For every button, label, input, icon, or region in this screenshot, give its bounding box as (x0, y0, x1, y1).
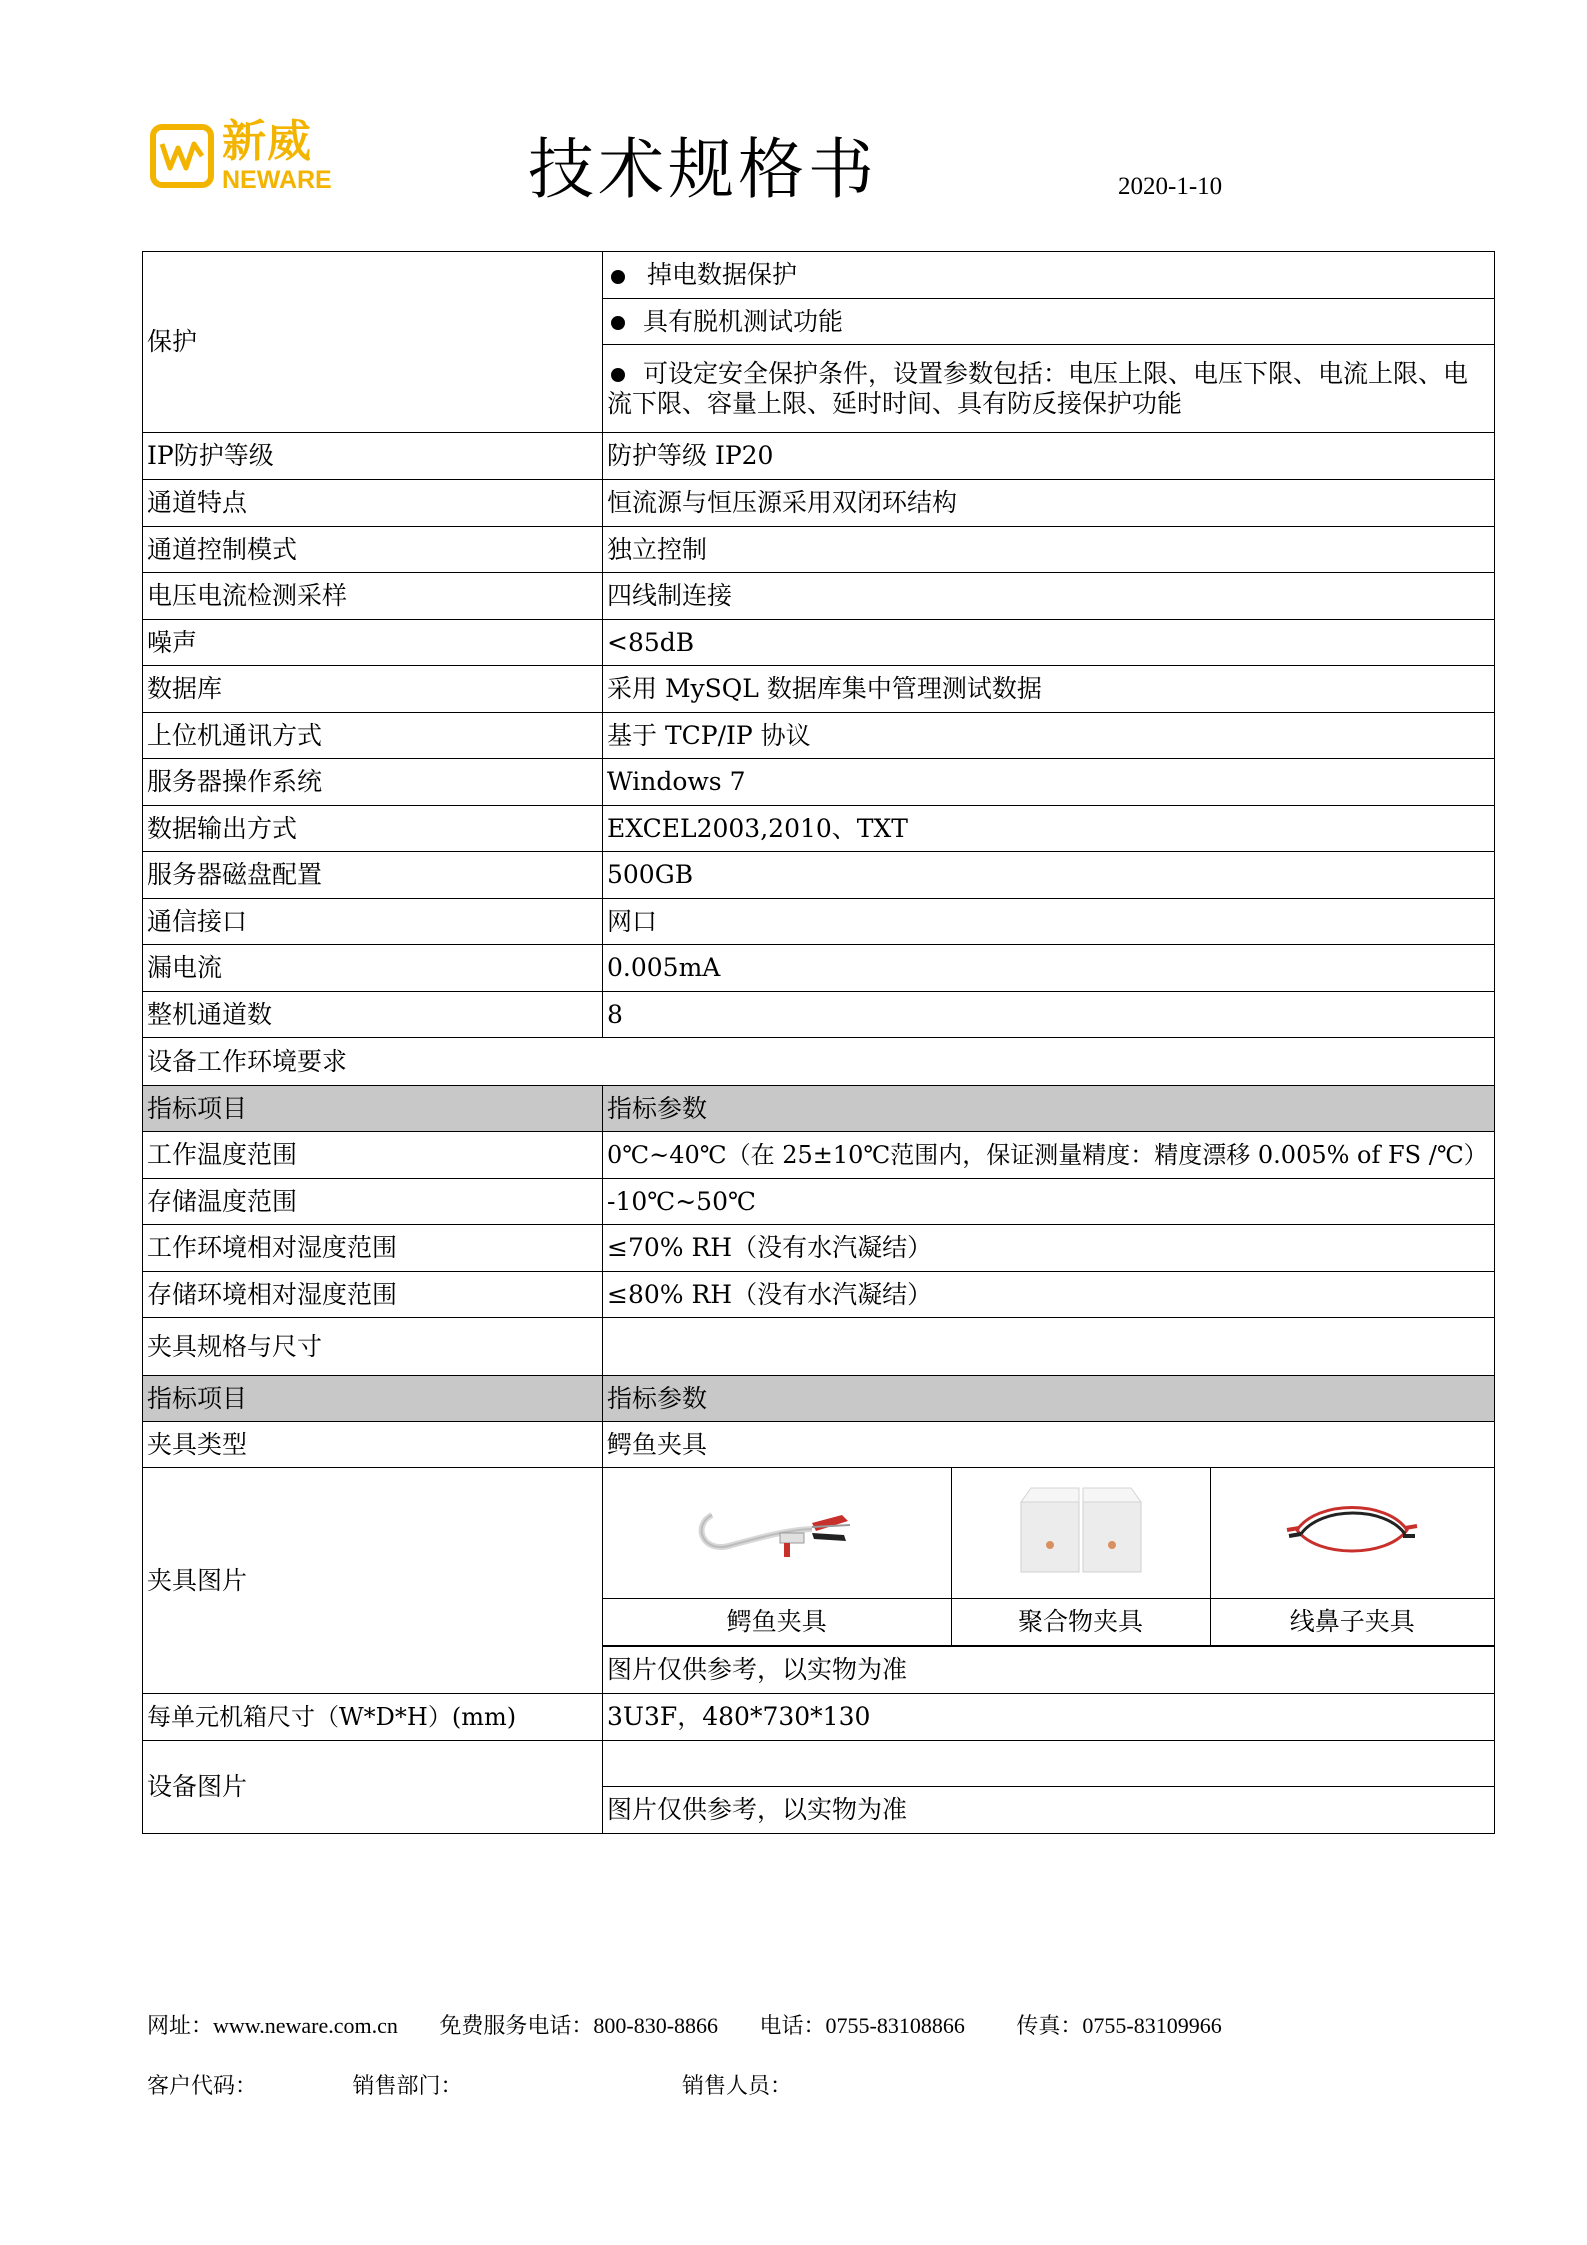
row-label: 漏电流 (143, 945, 603, 992)
env-value: 0℃~40℃（在 25±10℃范围内，保证测量精度：精度漂移 0.005% of FS /℃） (603, 1132, 1495, 1179)
row-label: 电压电流检测采样 (143, 573, 603, 620)
row-value: 四线制连接 (603, 573, 1495, 620)
row-value: 独立控制 (603, 527, 1495, 573)
header-item: 指标项目 (143, 1086, 603, 1132)
env-value: ≤80% RH（没有水汽凝结） (603, 1272, 1495, 1318)
fixture-type-label: 夹具类型 (143, 1422, 603, 1468)
size-value: 3U3F，480*730*130 (603, 1694, 1495, 1741)
protection-item: 可设定安全保护条件，设置参数包括：电压上限、电压下限、电流上限、电流下限、容量上限、延时时间、具有防反接保护功能 (603, 345, 1495, 433)
footer-phone: 电话：0755-83108866 (759, 2013, 965, 2038)
device-pic-cell (603, 1741, 1495, 1787)
section-title-environment: 设备工作环境要求 (143, 1038, 1495, 1086)
row-label: 服务器磁盘配置 (143, 852, 603, 899)
row-label: 服务器操作系统 (143, 759, 603, 806)
polymer-clip-image (951, 1468, 1210, 1599)
header-param: 指标参数 (603, 1086, 1495, 1132)
logo-chinese-text: 新威 (222, 116, 312, 167)
env-value: -10℃~50℃ (603, 1179, 1495, 1225)
section-title-fixture: 夹具规格与尺寸 (143, 1318, 603, 1376)
row-value: 恒流源与恒压源采用双闭环结构 (603, 480, 1495, 527)
fixture-type-value: 鳄鱼夹具 (603, 1422, 1495, 1468)
row-label: 整机通道数 (143, 992, 603, 1038)
pic-caption: 线鼻子夹具 (1210, 1599, 1494, 1646)
env-label: 工作温度范围 (143, 1132, 603, 1179)
protection-item: 具有脱机测试功能 (603, 299, 1495, 345)
row-value: 0.005mA (603, 945, 1495, 992)
pic-caption: 聚合物夹具 (951, 1599, 1210, 1646)
logo-mark-icon (150, 124, 214, 188)
footer-customer-code: 客户代码： (147, 2073, 258, 2098)
env-label: 工作环境相对湿度范围 (143, 1225, 603, 1272)
document-title: 技术规格书 (528, 131, 878, 208)
fixture-pics-cell (603, 1468, 1495, 1647)
fixture-pics-table (603, 1468, 1494, 1646)
protection-item: 掉电数据保护 (603, 252, 1495, 299)
row-label: 通道控制模式 (143, 527, 603, 573)
footer-website: 网址：www.neware.com.cn (147, 2013, 398, 2038)
empty-cell (603, 1318, 1495, 1376)
protection-label: 保护 (143, 252, 603, 433)
footer-sales-dept: 销售部门： (352, 2073, 463, 2098)
footer-contact-line (147, 2012, 1222, 2040)
device-pic-label: 设备图片 (143, 1741, 603, 1834)
env-value: ≤70% RH（没有水汽凝结） (603, 1225, 1495, 1272)
size-label: 每单元机箱尺寸（W*D*H）(mm) (143, 1694, 603, 1741)
row-label: 噪声 (143, 620, 603, 666)
row-value: 500GB (603, 852, 1495, 899)
lug-clip-image (1210, 1468, 1494, 1599)
fixture-pic-note: 图片仅供参考，以实物为准 (603, 1647, 1495, 1694)
row-value: 网口 (603, 899, 1495, 945)
device-pic-note: 图片仅供参考，以实物为准 (603, 1787, 1495, 1834)
spec-table (142, 251, 1495, 1834)
row-value: Windows 7 (603, 759, 1495, 806)
fixture-pic-label: 夹具图片 (143, 1468, 603, 1694)
row-label: 上位机通讯方式 (143, 713, 603, 759)
logo-english-text: NEWARE (222, 166, 332, 194)
alligator-clip-image (603, 1468, 951, 1599)
row-value: <85dB (603, 620, 1495, 666)
row-label: 数据输出方式 (143, 806, 603, 852)
bullet-icon (611, 270, 625, 284)
footer-sales-person: 销售人员： (682, 2073, 793, 2098)
row-value: 采用 MySQL 数据库集中管理测试数据 (603, 666, 1495, 713)
header-item: 指标项目 (143, 1376, 603, 1422)
footer-sales-line (147, 2072, 792, 2100)
document-date: 2020-1-10 (1118, 173, 1223, 200)
row-label: 通信接口 (143, 899, 603, 945)
row-value: 8 (603, 992, 1495, 1038)
row-value: 防护等级 IP20 (603, 433, 1495, 480)
footer-fax: 传真：0755-83109966 (1016, 2013, 1222, 2038)
row-value: 基于 TCP/IP 协议 (603, 713, 1495, 759)
row-label: 通道特点 (143, 480, 603, 527)
header-param: 指标参数 (603, 1376, 1495, 1422)
row-value: EXCEL2003,2010、TXT (603, 806, 1495, 852)
neware-logo (150, 118, 340, 194)
env-label: 存储环境相对湿度范围 (143, 1272, 603, 1318)
pic-caption: 鳄鱼夹具 (603, 1599, 951, 1646)
bullet-icon (611, 316, 625, 330)
footer-hotline: 免费服务电话：800-830-8866 (439, 2013, 719, 2038)
row-label: 数据库 (143, 666, 603, 713)
env-label: 存储温度范围 (143, 1179, 603, 1225)
row-label: IP防护等级 (143, 433, 603, 480)
bullet-icon (611, 368, 625, 382)
